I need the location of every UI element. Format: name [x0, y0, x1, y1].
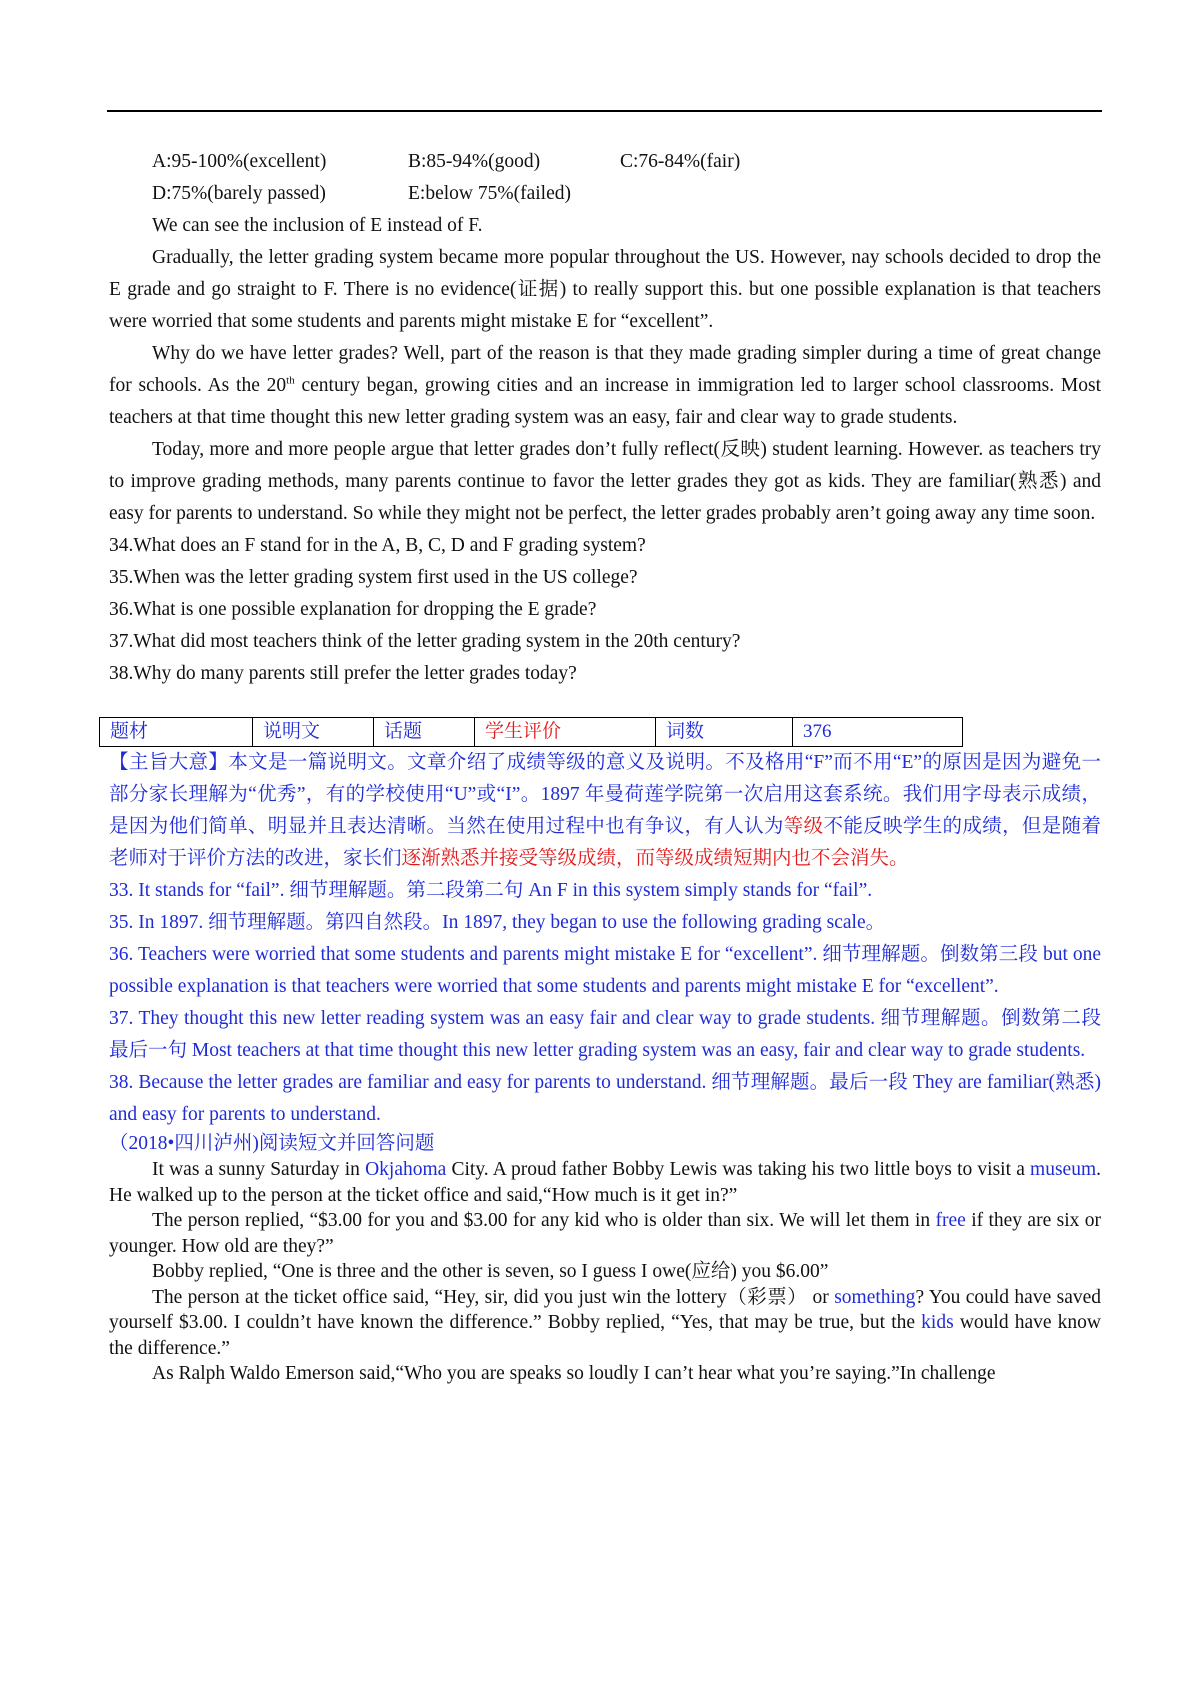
- story-link-something[interactable]: something: [834, 1286, 916, 1308]
- summary-highlight-2: 逐渐熟悉并接受等级成绩，而等级成绩短期内也不会消失。: [401, 848, 909, 869]
- meta-wordcount-value: 376: [793, 718, 963, 747]
- why-text-b: century began, growing cities and an increase in immigration led to larger school classrooms. Most teachers at that time thought this new letter grading system was an easy, fair and clear way to grade students.: [109, 375, 1102, 428]
- meta-topic-label: 话题: [374, 718, 475, 747]
- grade-d: D:75%(barely passed): [152, 183, 326, 204]
- paragraph-today: Today, more and more people argue that letter grades don’t fully reflect(反映) student learning. However. as teachers try to improve grading methods, many parents continue to favor the letter grades they got as kids. They are familiar(熟悉) and easy for parents to understand. So while they might not be perfect, the letter grades probably aren’t going away any time soon.: [109, 439, 1101, 524]
- paragraph-why-letter-grades: [109, 338, 1101, 434]
- story-p1-text-c: . He walked up to the person at the ticket office and said,“How much is it get in?”: [109, 1159, 1101, 1206]
- story-p2-text-b: if they are six or younger. How old are they?”: [109, 1210, 1101, 1257]
- story-p4-text-b: ? You could have saved yourself $3.00. I couldn’t have known the difference.” Bobby replied, “Yes, that may be true, but the: [109, 1286, 1102, 1333]
- story-link-kids[interactable]: kids: [921, 1312, 954, 1333]
- question-37: 37.What did most teachers think of the letter grading system in the 20th century?: [109, 631, 741, 652]
- answer-38: 38. Because the letter grades are familiar and easy for parents to understand. 细节理解题。最后一段 They are familiar(熟悉) and easy for parents to understand.: [109, 1072, 1101, 1125]
- story-paragraph-5: As Ralph Waldo Emerson said,“Who you are speaks so loudly I can’t hear what you’re saying.”In challenge: [152, 1363, 996, 1384]
- answer-36: 36. Teachers were worried that some students and parents might mistake E for “excellent”. 细节理解题。倒数第三段 but one possible explanation is that teachers were worried that some students and parents might mistake E for “excellent”.: [109, 944, 1101, 997]
- story-p4-text-a: The person at the ticket office said, “Hey, sir, did you just win the lottery（彩票） or: [152, 1286, 835, 1308]
- answer-33: 33. It stands for “fail”. 细节理解题。第二段第二句 An F in this system simply stands for “fail”.: [109, 880, 873, 901]
- why-superscript: th: [286, 374, 295, 387]
- story-p1-text-a: It was a sunny Saturday in: [152, 1159, 366, 1180]
- grade-b: B:85-94%(good): [408, 151, 541, 172]
- grade-scale-row-1: [109, 146, 1101, 178]
- summary-text: 【主旨大意】本文是一篇说明文。文章介绍了成绩等级的意义及说明。不及格用“F”而不用“E”的原因是因为避免一部分家长理解为“优秀”，有的学校使用“U”或“I”。1897 年曼荷莲学院第一次启用这套系统。我们用字母表示成绩，是因为他们简单、明显并且表达清晰。当然在使用过程中也有争议，有人认为: [109, 752, 1101, 837]
- summary-paragraph: [109, 747, 1101, 875]
- answer-35: 35. In 1897. 细节理解题。第四自然段。In 1897, they began to use the following grading scale。: [109, 912, 886, 933]
- document-page: [109, 146, 1101, 1387]
- grade-e: E:below 75%(failed): [408, 183, 571, 204]
- header-rule: [107, 110, 1102, 112]
- source-heading: （2018•四川泸州)阅读短文并回答问题: [109, 1133, 435, 1154]
- story-paragraph-2: [109, 1208, 1101, 1259]
- question-36: 36.What is one possible explanation for dropping the E grade?: [109, 599, 597, 620]
- question-34: 34.What does an F stand for in the A, B, C, D and F grading system?: [109, 535, 646, 556]
- why-text-a: Why do we have letter grades? Well, part of the reason is that they made grading simpler during a time of great change for schools. As the 20: [109, 343, 1101, 396]
- meta-genre-value: 说明文: [253, 718, 374, 747]
- question-35: 35.When was the letter grading system first used in the US college?: [109, 567, 638, 588]
- story-p1-text-b: City. A proud father Bobby Lewis was taking his two little boys to visit a: [446, 1159, 1031, 1180]
- story-link-museum[interactable]: museum: [1030, 1159, 1097, 1180]
- story-p2-text-a: The person replied, “$3.00 for you and $3.00 for any kid who is older than six. We will let them in: [152, 1210, 936, 1231]
- answer-37: 37. They thought this new letter reading system was an easy fair and clear way to grade students. 细节理解题。倒数第二段最后一句 Most teachers at that time thought this new letter grading system was an easy, fair and clear way to grade students.: [109, 1008, 1101, 1061]
- story-link-okjahoma[interactable]: Okjahoma: [365, 1159, 447, 1180]
- paragraph-gradually: Gradually, the letter grading system became more popular throughout the US. However, nay schools decided to drop the E grade and go straight to F. There is no evidence(证据) to really support this. but one possible explanation is that teachers were worried that some students and parents might mistake E for “excellent”.: [109, 247, 1101, 332]
- story-paragraph-3: Bobby replied, “One is three and the other is seven, so I guess I owe(应给) you $6.00”: [152, 1261, 829, 1282]
- grade-c: C:76-84%(fair): [620, 151, 741, 172]
- grade-scale-row-2: [109, 178, 1101, 210]
- grade-a: A:95-100%(excellent): [152, 151, 327, 172]
- question-38: 38.Why do many parents still prefer the letter grades today?: [109, 663, 577, 684]
- summary-highlight-1: 等级: [783, 816, 824, 837]
- article-meta-table: [99, 717, 963, 747]
- story-paragraph-4: [109, 1285, 1101, 1362]
- story-p4-text-c: would have know the difference.”: [109, 1312, 1101, 1359]
- summary-text-mid: 不能反映学生的成绩，但是随着老师对于评价方法的改进，家长们: [109, 816, 1101, 869]
- paragraph-inclusion: We can see the inclusion of E instead of F.: [152, 215, 483, 236]
- story-paragraph-1: [109, 1157, 1101, 1208]
- meta-genre-label: 题材: [100, 718, 253, 747]
- meta-wordcount-label: 词数: [656, 718, 793, 747]
- story-link-free[interactable]: free: [935, 1210, 966, 1231]
- meta-evaluation-label: 学生评价: [475, 718, 656, 747]
